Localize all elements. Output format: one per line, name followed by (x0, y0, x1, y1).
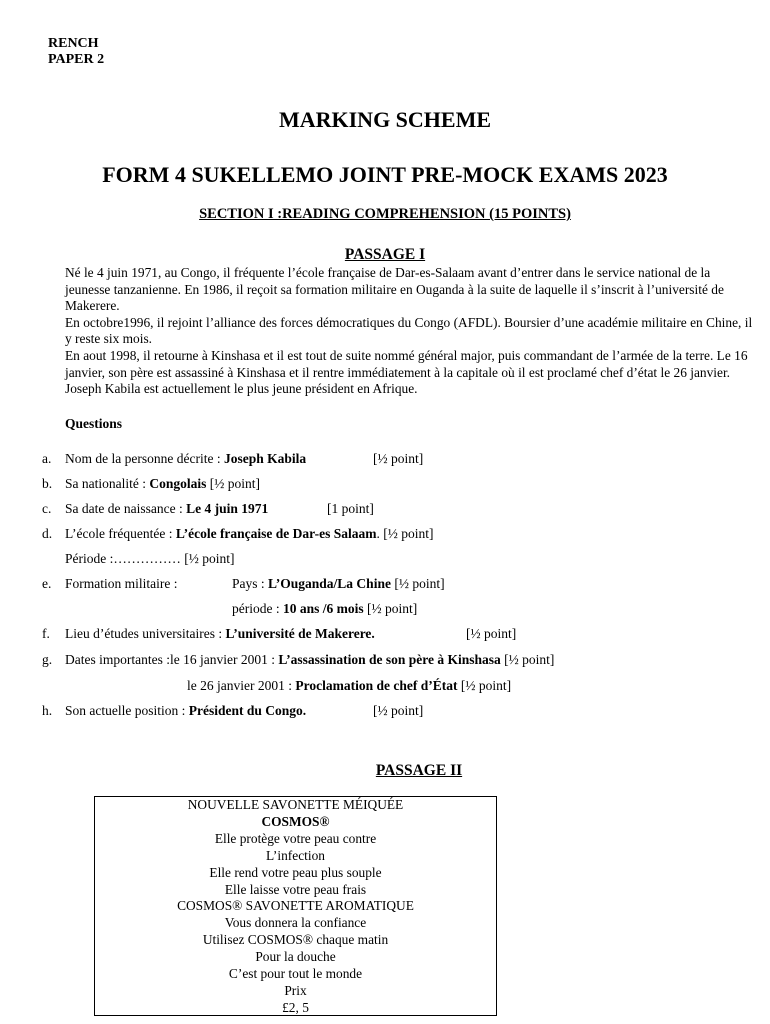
question-points: [½ point] (373, 703, 424, 718)
advert-line: Vous donnera la confiance (224, 915, 367, 931)
question-label: L’école fréquentée : (65, 526, 176, 541)
question-e (0, 575, 770, 593)
question-letter: h. (42, 703, 53, 718)
advert-line: Elle laisse votre peau frais (224, 881, 367, 897)
paper-number: PAPER 2 (48, 52, 105, 67)
question-text (65, 550, 235, 568)
question-h (0, 702, 770, 720)
question-label: Son actuelle position : (65, 703, 189, 718)
advert-line: NOUVELLE SAVONETTE MÉIQUÉE (187, 797, 404, 812)
question-text (65, 625, 375, 643)
question-points: [1 point] (327, 501, 374, 516)
question-c (0, 500, 770, 518)
question-label: Sa date de naissance : (65, 501, 187, 516)
question-letter: f. (42, 626, 50, 641)
passage-1-heading: PASSAGE I (344, 246, 426, 263)
question-points: . [½ point] (376, 526, 434, 541)
question-points: [½ point] (184, 551, 235, 566)
question-label: période : (232, 601, 283, 616)
question-answer: L’université de Makerere. (225, 626, 375, 641)
passage-1-paragraph-3: En aout 1998, il retourne à Kinshasa et il est tout de suite nommé général major, puis commandant de l’armée de la terre. Le 16 janvier, son père est assassiné à Kinshasa et il rentre immédiatement à la capitale où il est proclamé chef d’état le 26 janvier. Joseph Kabila est actuellement le plus jeune président en Afrique. (65, 347, 748, 397)
question-text (187, 677, 511, 695)
question-text (232, 575, 445, 593)
question-letter: d. (42, 526, 53, 541)
question-sublabel: Pays : (232, 576, 269, 591)
question-text (65, 475, 260, 493)
advert-line: Elle rend votre peau plus souple (209, 864, 382, 880)
question-d-period (0, 550, 770, 568)
advert-line: Pour la douche (255, 949, 336, 965)
question-text (65, 500, 268, 518)
section-heading: SECTION I :READING COMPREHENSION (15 POINTS) (199, 206, 571, 222)
question-answer: Président du Congo. (188, 703, 307, 718)
question-answer: Congolais (149, 476, 207, 491)
question-points: [½ point] (457, 678, 512, 693)
advert-line: C’est pour tout le monde (228, 966, 363, 982)
question-label: Lieu d’études universitaires : (65, 626, 226, 641)
question-letter: c. (42, 501, 52, 516)
question-letter: g. (42, 652, 53, 667)
question-answer: Proclamation de chef d’État (295, 678, 458, 693)
question-a (0, 450, 770, 468)
question-label: le 26 janvier 2001 : (187, 678, 296, 693)
question-points: [½ point] (363, 601, 418, 616)
question-b (0, 475, 770, 493)
question-answer: L’école française de Dar-es Salaam (175, 526, 377, 541)
question-letter: a. (42, 451, 52, 466)
advert-price: £2, 5 (282, 999, 309, 1015)
questions-heading: Questions (65, 416, 123, 431)
passage-2-heading: PASSAGE II (375, 762, 463, 779)
passage-1-paragraph-1: Né le 4 juin 1971, au Congo, il fréquente l’école française de Dar-es-Salaam avant d’entrer dans le service national de la jeunesse tanzanienne. En 1986, il reçoit sa formation militaire en Ouganda à la suite de laquelle il s’inscrit à l’université de Makerere. (65, 265, 724, 314)
question-points: [½ point] (500, 652, 555, 667)
question-points: [½ point] (373, 451, 424, 466)
passage-1-paragraph-2: En octobre1996, il rejoint l’alliance des forces démocratiques du Congo (AFDL). Boursier d’une académie militaire en Chine, il y reste six mois. (65, 314, 753, 347)
advert-line: Utilisez COSMOS® chaque matin (202, 932, 389, 948)
document-title: MARKING SCHEME (278, 107, 492, 132)
paper-subject: RENCH (48, 36, 99, 51)
question-text (65, 702, 306, 720)
question-d (0, 525, 770, 543)
question-text (232, 600, 417, 618)
question-answer: 10 ans /6 mois (282, 601, 364, 616)
question-answer: Joseph Kabila (223, 451, 307, 466)
advert-line: Prix (284, 982, 307, 998)
question-letter: e. (42, 576, 52, 591)
question-text (65, 525, 434, 543)
question-letter: b. (42, 476, 53, 491)
question-text (65, 450, 306, 468)
question-e-period (0, 600, 770, 618)
question-label: Dates importantes :le 16 janvier 2001 : (65, 652, 279, 667)
question-g-second-date (0, 677, 770, 695)
question-points: [½ point] (466, 626, 517, 641)
question-text (65, 651, 554, 669)
advert-line: L’infection (265, 847, 325, 863)
advert-line: Elle protège votre peau contre (214, 830, 377, 846)
question-label: Période :…………… (65, 551, 185, 566)
advert-line: COSMOS® SAVONETTE AROMATIQUE (177, 898, 414, 914)
advert-box (94, 796, 497, 1016)
question-label: Nom de la personne décrite : (65, 451, 224, 466)
question-points: [½ point] (390, 576, 445, 591)
question-g (0, 651, 770, 669)
question-label: Formation militaire : (65, 576, 178, 591)
exam-title: FORM 4 SUKELLEMO JOINT PRE-MOCK EXAMS 2023 (102, 162, 668, 187)
question-answer: L’Ouganda/La Chine (268, 576, 391, 591)
advert-brand: COSMOS® (261, 813, 330, 829)
question-answer: L’assassination de son père à Kinshasa (278, 652, 501, 667)
question-points: [½ point] (206, 476, 260, 491)
question-label: Sa nationalité : (65, 476, 150, 491)
question-f (0, 625, 770, 643)
question-answer: Le 4 juin 1971 (186, 501, 269, 516)
